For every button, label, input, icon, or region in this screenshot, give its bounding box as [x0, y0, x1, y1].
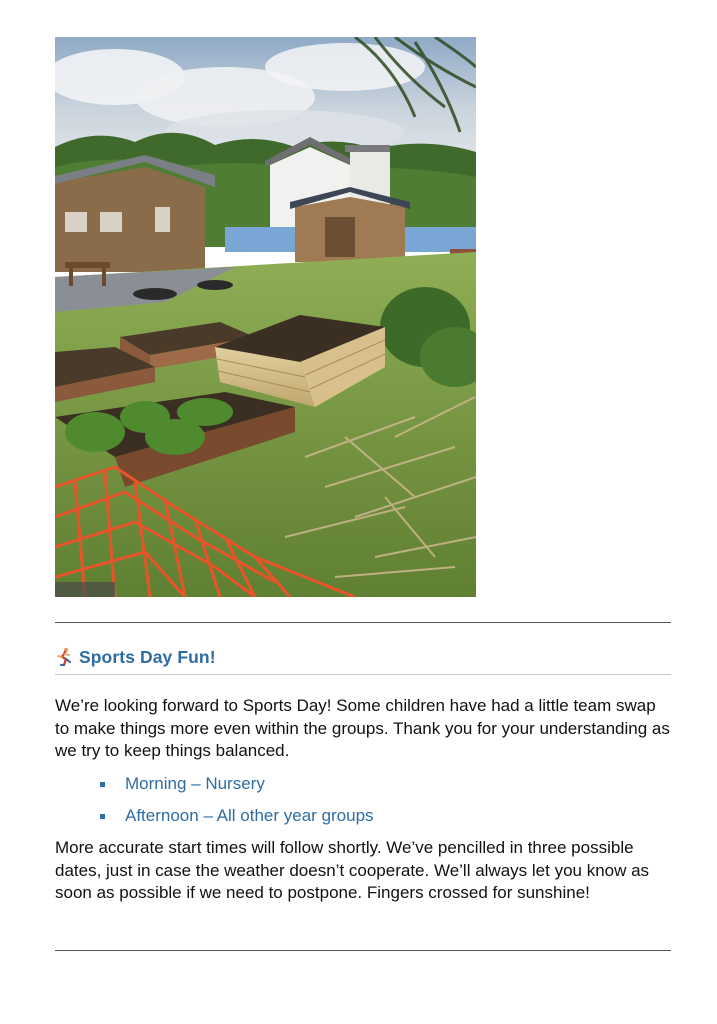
list-item-label: Afternoon – All other year groups — [125, 806, 374, 825]
intro-paragraph: We’re looking forward to Sports Day! Some children have had a little team swap to make things more even within the groups. Thank you for your understanding as we try to keep things balanced. — [55, 696, 670, 760]
runner-icon — [55, 647, 73, 667]
garden-photo — [55, 37, 476, 597]
bottom-divider — [55, 950, 671, 951]
section-heading — [55, 645, 216, 669]
top-divider — [55, 622, 671, 623]
bullet-icon — [100, 814, 105, 819]
list-item — [100, 804, 374, 828]
section-title: Sports Day Fun! — [79, 646, 216, 667]
session-list — [100, 772, 374, 836]
list-item — [100, 772, 374, 796]
bullet-icon — [100, 782, 105, 787]
heading-divider — [55, 674, 671, 675]
list-item-label: Morning – Nursery — [125, 774, 265, 793]
details-paragraph: More accurate start times will follow shortly. We’ve pencilled in three possible dates, just in case the weather doesn’t cooperate. We’ll always let you know as soon as possible if we need to postpone. Fingers crossed for sunshine! — [55, 838, 650, 902]
